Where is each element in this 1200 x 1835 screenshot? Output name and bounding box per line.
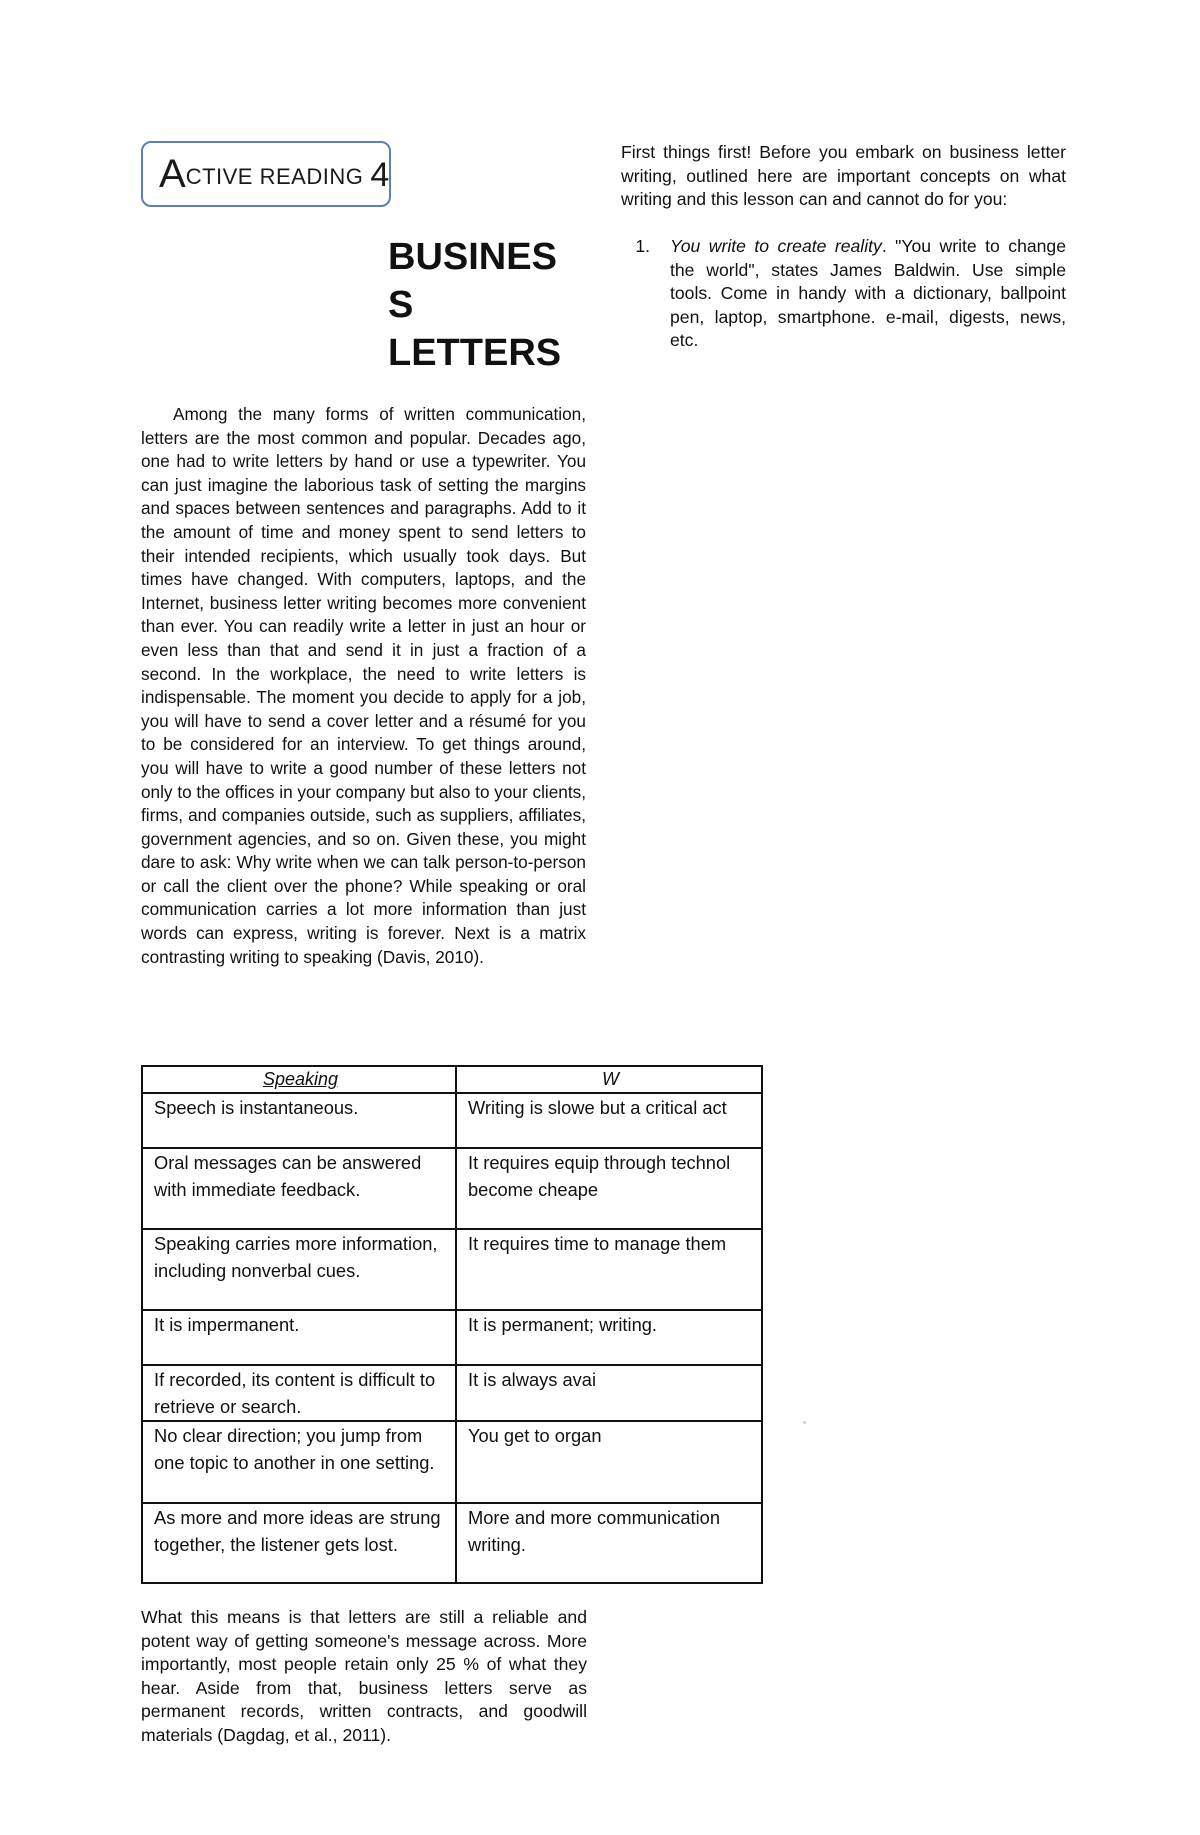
badge-label: CTIVE READING bbox=[185, 164, 364, 189]
right-intro-paragraph: First things first! Before you embark on business letter writing, outlined here are important concepts on what writing and this lesson can and cannot do for you: bbox=[621, 142, 1066, 209]
intro-paragraph: Among the many forms of written communication, letters are the most common and popular. Decades ago, one had to write letters by hand or use a typewriter. You can just imagine the laborious task of setting the margins and spaces between sentences and paragraphs. Add to it the amount of time and money spent to send letters to their intended recipients, which usually took days. But times have changed. With computers, laptops, and the Internet, business letter writing becomes more convenient than ever. You can readily write a letter in just an hour or even less than that and send it in just a fraction of a second. In the workplace, the need to write letters is indispensable. The moment you decide to apply for a job, you will have to send a cover letter and a résumé for you to be considered for an interview. To get things around, you will have to write a good number of these letters not only to the offices in your company but also to your clients, firms, and companies outside, such as suppliers, affiliates, government agencies, and so on. Given these, you might dare to ask: Why write when we can talk person-to-person or call the client over the phone? While speaking or oral communication carries a lot more information than just words can express, writing is forever. Next is a matrix contrasting writing to speaking (Davis, 2010). bbox=[141, 404, 586, 967]
table-row bbox=[142, 1421, 762, 1503]
column-header-speaking: Speaking bbox=[142, 1066, 456, 1093]
table-row bbox=[142, 1503, 762, 1583]
lesson-title-line: LETTERS bbox=[388, 332, 562, 374]
speaking-cell: Oral messages can be answered with immediate feedback. bbox=[142, 1148, 456, 1229]
column-header-writing: W bbox=[456, 1066, 762, 1093]
list-item-body: . "You write to change the world", states James Baldwin. Use simple tools. Come in handy with a dictionary, ballpoint pen, laptop, smartphone. e-mail, digests, news, etc. bbox=[670, 236, 1066, 350]
table-row bbox=[142, 1148, 762, 1229]
table-header-row bbox=[142, 1066, 762, 1093]
writing-cell: Writing is slowe but a critical act bbox=[456, 1093, 762, 1148]
table-row bbox=[142, 1229, 762, 1310]
speaking-writing-table-viewport bbox=[141, 1065, 731, 1583]
writing-cell: More and more communication writing. bbox=[456, 1503, 762, 1583]
badge-number: 4 bbox=[370, 155, 390, 194]
speaking-cell: It is impermanent. bbox=[142, 1310, 456, 1365]
list-item bbox=[621, 235, 1066, 353]
writing-cell: It is permanent; writing. bbox=[456, 1310, 762, 1365]
list-item-emphasis: You write to create reality bbox=[670, 236, 882, 256]
concepts-list bbox=[621, 235, 1066, 353]
speaking-cell: Speaking carries more information, including nonverbal cues. bbox=[142, 1229, 456, 1310]
list-item-number: 1. bbox=[635, 236, 650, 256]
writing-cell: You get to organ bbox=[456, 1421, 762, 1503]
speaking-cell: If recorded, its content is difficult to retrieve or search. bbox=[142, 1365, 456, 1421]
table-row bbox=[142, 1310, 762, 1365]
speaking-cell: No clear direction; you jump from one topic to another in one setting. bbox=[142, 1421, 456, 1503]
writing-cell: It is always avai bbox=[456, 1365, 762, 1421]
speaking-cell: Speech is instantaneous. bbox=[142, 1093, 456, 1148]
conclusion-paragraph: What this means is that letters are still a reliable and potent way of getting someone's message across. More importantly, most people retain only 25 % of what they hear. Aside from that, business letters serve as permanent records, written contracts, and goodwill materials (Dagdag, et al., 2011). bbox=[141, 1607, 587, 1745]
scan-speck bbox=[803, 1421, 806, 1424]
writing-cell: It requires equip through technol become cheape bbox=[456, 1148, 762, 1229]
lesson-title bbox=[388, 233, 588, 377]
table-row bbox=[142, 1365, 762, 1421]
list-item-text bbox=[670, 235, 1066, 353]
speaking-cell: As more and more ideas are strung together, the listener gets lost. bbox=[142, 1503, 456, 1583]
lesson-title-line: S bbox=[388, 284, 414, 326]
active-reading-badge bbox=[141, 141, 391, 207]
writing-cell: It requires time to manage them bbox=[456, 1229, 762, 1310]
lesson-title-line: BUSINES bbox=[388, 236, 557, 278]
speaking-writing-table bbox=[141, 1065, 763, 1584]
table-row bbox=[142, 1093, 762, 1148]
badge-initial: A bbox=[159, 152, 186, 196]
